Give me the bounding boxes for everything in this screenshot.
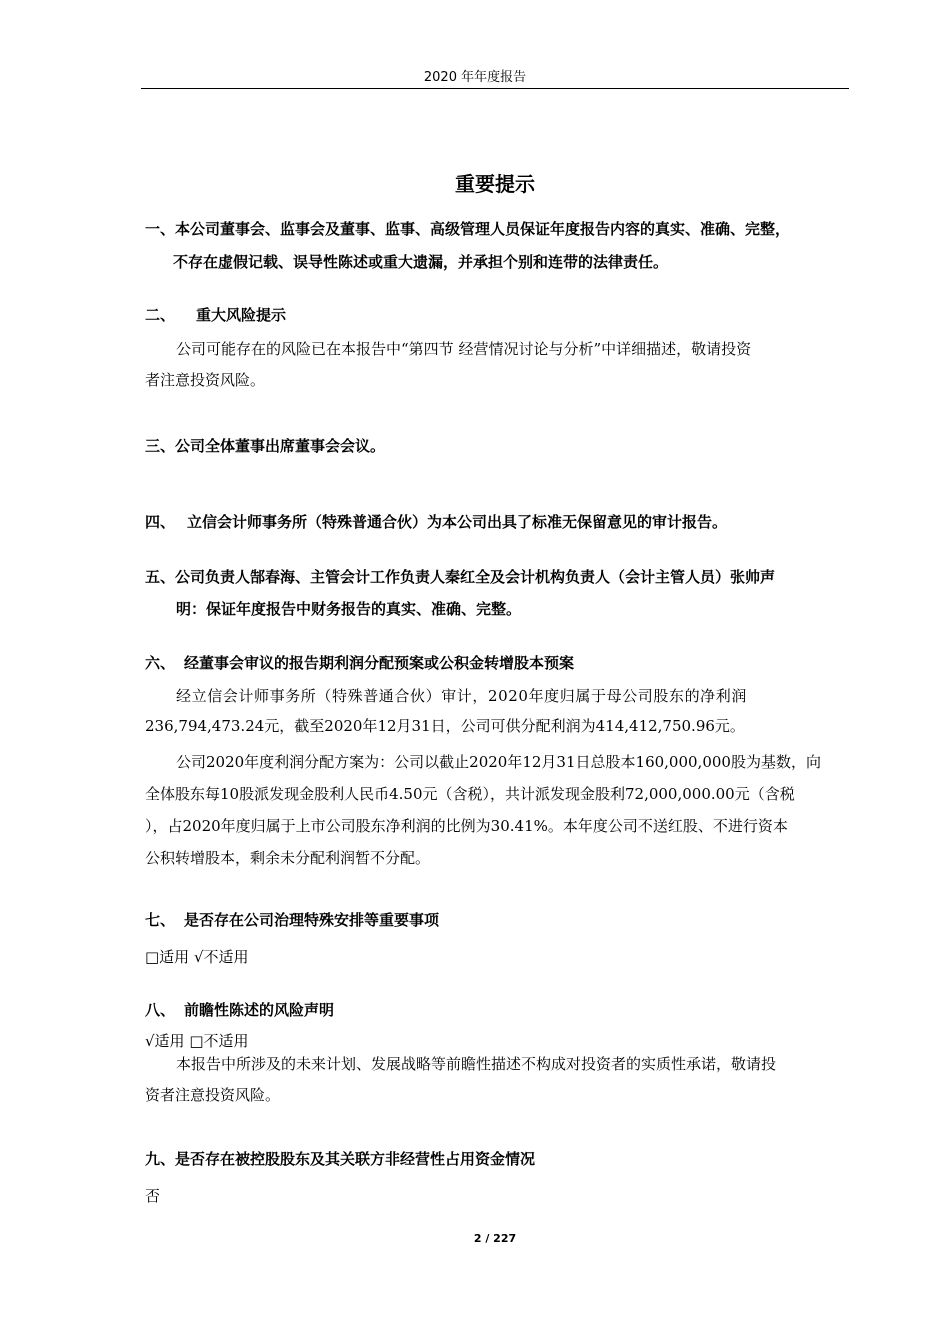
section-6-para-a-line-1: 经立信会计师事务所（特殊普通合伙）审计，2020年度归属于母公司股东的净利润 (176, 687, 747, 705)
section-1-line-1: 一、本公司董事会、监事会及董事、监事、高级管理人员保证年度报告内容的真实、准确、完整， (145, 220, 791, 238)
section-4-text: 立信会计师事务所（特殊普通合伙）为本公司出具了标准无保留意见的审计报告。 (187, 513, 728, 531)
section-6-para-a-line-2: 236,794,473.24元，截至2020年12月31日，公司可供分配利润为414,412,750.96元。 (145, 717, 745, 735)
section-6-para-b-line-3: ），占2020年度归属于上市公司股东净利润的比例为30.41%。本年度公司不送红股、不进行资本 (145, 817, 788, 835)
section-6-para-b-line-2: 全体股东每10股派发现金股利人民币4.50元（含税），共计派发现金股利72,000,000.00元（含税 (145, 785, 795, 803)
section-5-line-2: 明：保证年度报告中财务报告的真实、准确、完整。 (176, 600, 522, 618)
section-2-para-line-1: 公司可能存在的风险已在本报告中“第四节 经营情况讨论与分析”中详细描述，敬请投资 (176, 340, 752, 358)
section-8-para-line-2: 资者注意投资风险。 (145, 1086, 281, 1104)
section-6-number: 六、 (145, 654, 176, 672)
section-7-choice: □适用 √不适用 (145, 948, 249, 966)
section-8-number: 八、 (145, 1001, 176, 1019)
section-5-line-1: 五、公司负责人郜春海、主管会计工作负责人秦红全及会计机构负责人（会计主管人员）张帅声 (145, 568, 776, 586)
section-6-para-b-line-4: 公积转增股本，剩余未分配利润暂不分配。 (145, 849, 431, 867)
page-title: 重要提示 (455, 172, 535, 196)
section-3-line: 三、公司全体董事出席董事会会议。 (145, 437, 386, 455)
section-8-choice: √适用 □不适用 (145, 1032, 249, 1050)
page-number: 2 / 227 (473, 1232, 517, 1245)
section-8-para-line-1: 本报告中所涉及的未来计划、发展战略等前瞻性描述不构成对投资者的实质性承诺，敬请投 (176, 1055, 777, 1073)
section-6-para-b-line-1: 公司2020年度利润分配方案为：公司以截止2020年12月31日总股本160,000,000股为基数，向 (176, 753, 821, 771)
section-2-number: 二、 (145, 306, 176, 324)
section-9-answer: 否 (145, 1187, 161, 1205)
section-1-line-2: 不存在虚假记载、误导性陈述或重大遗漏，并承担个别和连带的法律责任。 (173, 253, 669, 271)
section-7-number: 七、 (145, 911, 176, 929)
running-header: 2020 年年度报告 (423, 70, 527, 85)
section-6-heading: 经董事会审议的报告期利润分配预案或公积金转增股本预案 (184, 654, 575, 672)
header-rule (141, 88, 849, 89)
section-4-number: 四、 (145, 513, 176, 531)
section-9-line: 九、是否存在被控股股东及其关联方非经营性占用资金情况 (145, 1150, 536, 1168)
section-2-para-line-2: 者注意投资风险。 (145, 371, 266, 389)
section-8-heading: 前瞻性陈述的风险声明 (184, 1001, 335, 1019)
section-2-heading: 重大风险提示 (196, 306, 287, 324)
section-7-heading: 是否存在公司治理特殊安排等重要事项 (184, 911, 440, 929)
